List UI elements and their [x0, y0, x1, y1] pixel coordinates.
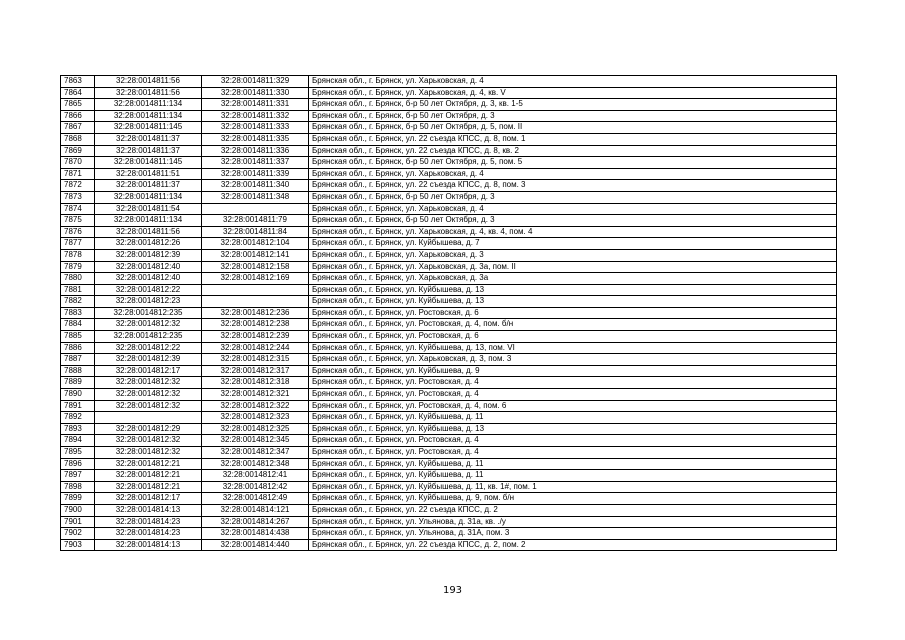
row-number-cell: 7877 — [61, 238, 95, 250]
row-number-cell: 7881 — [61, 284, 95, 296]
cadastral-number-cell: 32:28:0014812:236 — [202, 307, 309, 319]
parent-cadastral-number-cell: 32:28:0014811:54 — [95, 203, 202, 215]
cadastral-number-cell: 32:28:0014812:158 — [202, 261, 309, 273]
row-number-cell: 7878 — [61, 249, 95, 261]
parent-cadastral-number-cell: 32:28:0014811:134 — [95, 215, 202, 227]
cadastral-number-cell: 32:28:0014814:438 — [202, 528, 309, 540]
row-number-cell: 7885 — [61, 331, 95, 343]
parent-cadastral-number-cell: 32:28:0014814:23 — [95, 516, 202, 528]
address-cell: Брянская обл., г. Брянск, ул. 22 съезда КПСС, д. 8, пом. 1 — [309, 133, 837, 145]
cadastral-number-cell: 32:28:0014812:239 — [202, 331, 309, 343]
cadastral-number-cell: 32:28:0014812:345 — [202, 435, 309, 447]
cadastral-number-cell: 32:28:0014811:333 — [202, 122, 309, 134]
address-cell: Брянская обл., г. Брянск, ул. Куйбышева, д. 11 — [309, 458, 837, 470]
parent-cadastral-number-cell: 32:28:0014812:32 — [95, 389, 202, 401]
cadastral-number-cell: 32:28:0014812:325 — [202, 423, 309, 435]
cadastral-number-cell: 32:28:0014811:335 — [202, 133, 309, 145]
cadastral-number-cell: 32:28:0014812:322 — [202, 400, 309, 412]
address-cell: Брянская обл., г. Брянск, б-р 50 лет Октября, д. 5, пом. II — [309, 122, 837, 134]
row-number-cell: 7895 — [61, 447, 95, 459]
table-row — [61, 504, 837, 516]
parent-cadastral-number-cell: 32:28:0014812:32 — [95, 377, 202, 389]
table-row — [61, 284, 837, 296]
cadastral-number-cell: 32:28:0014812:347 — [202, 447, 309, 459]
table-row — [61, 481, 837, 493]
table-row — [61, 423, 837, 435]
table-row — [61, 168, 837, 180]
row-number-cell: 7890 — [61, 389, 95, 401]
address-cell: Брянская обл., г. Брянск, ул. Куйбышева, д. 13, пом. VI — [309, 342, 837, 354]
table-row — [61, 238, 837, 250]
parent-cadastral-number-cell: 32:28:0014812:17 — [95, 493, 202, 505]
cadastral-number-cell: 32:28:0014812:321 — [202, 389, 309, 401]
parent-cadastral-number-cell: 32:28:0014811:56 — [95, 76, 202, 88]
row-number-cell: 7875 — [61, 215, 95, 227]
parent-cadastral-number-cell: 32:28:0014812:32 — [95, 435, 202, 447]
address-cell: Брянская обл., г. Брянск, ул. Ульянова, д. 31А, пом. 3 — [309, 528, 837, 540]
address-cell: Брянская обл., г. Брянск, ул. Куйбышева, д. 13 — [309, 423, 837, 435]
parent-cadastral-number-cell: 32:28:0014811:37 — [95, 133, 202, 145]
address-cell: Брянская обл., г. Брянск, ул. Куйбышева, д. 13 — [309, 284, 837, 296]
address-cell: Брянская обл., г. Брянск, ул. Харьковская, д. 4 — [309, 76, 837, 88]
address-cell: Брянская обл., г. Брянск, б-р 50 лет Октября, д. 3, кв. 1-5 — [309, 99, 837, 111]
row-number-cell: 7883 — [61, 307, 95, 319]
row-number-cell: 7870 — [61, 157, 95, 169]
parent-cadastral-number-cell: 32:28:0014812:21 — [95, 481, 202, 493]
parent-cadastral-number-cell: 32:28:0014811:37 — [95, 145, 202, 157]
row-number-cell: 7876 — [61, 226, 95, 238]
table-row — [61, 191, 837, 203]
row-number-cell: 7864 — [61, 87, 95, 99]
row-number-cell: 7863 — [61, 76, 95, 88]
address-cell: Брянская обл., г. Брянск, ул. Ростовская, д. 4 — [309, 389, 837, 401]
table-row — [61, 342, 837, 354]
table-row — [61, 87, 837, 99]
parent-cadastral-number-cell: 32:28:0014814:13 — [95, 504, 202, 516]
cadastral-number-cell — [202, 296, 309, 308]
cadastral-number-cell: 32:28:0014812:315 — [202, 354, 309, 366]
row-number-cell: 7900 — [61, 504, 95, 516]
cadastral-number-cell — [202, 284, 309, 296]
parent-cadastral-number-cell: 32:28:0014812:235 — [95, 307, 202, 319]
records-table — [60, 75, 837, 551]
table-row — [61, 273, 837, 285]
row-number-cell: 7889 — [61, 377, 95, 389]
parent-cadastral-number-cell: 32:28:0014812:26 — [95, 238, 202, 250]
parent-cadastral-number-cell: 32:28:0014812:39 — [95, 249, 202, 261]
row-number-cell: 7865 — [61, 99, 95, 111]
row-number-cell: 7882 — [61, 296, 95, 308]
cadastral-number-cell: 32:28:0014814:440 — [202, 539, 309, 551]
parent-cadastral-number-cell: 32:28:0014811:134 — [95, 110, 202, 122]
parent-cadastral-number-cell: 32:28:0014811:37 — [95, 180, 202, 192]
cadastral-number-cell: 32:28:0014812:41 — [202, 470, 309, 482]
parent-cadastral-number-cell: 32:28:0014811:51 — [95, 168, 202, 180]
cadastral-number-cell: 32:28:0014814:121 — [202, 504, 309, 516]
row-number-cell: 7893 — [61, 423, 95, 435]
table-row — [61, 331, 837, 343]
table-row — [61, 203, 837, 215]
parent-cadastral-number-cell — [95, 412, 202, 424]
parent-cadastral-number-cell: 32:28:0014812:22 — [95, 284, 202, 296]
address-cell: Брянская обл., г. Брянск, ул. 22 съезда КПСС, д. 8, кв. 2 — [309, 145, 837, 157]
row-number-cell: 7866 — [61, 110, 95, 122]
address-cell: Брянская обл., г. Брянск, ул. Харьковская, д. 4, кв. V — [309, 87, 837, 99]
records-table-body — [61, 76, 837, 551]
cadastral-number-cell: 32:28:0014811:330 — [202, 87, 309, 99]
parent-cadastral-number-cell: 32:28:0014814:23 — [95, 528, 202, 540]
table-row — [61, 122, 837, 134]
parent-cadastral-number-cell: 32:28:0014811:134 — [95, 191, 202, 203]
table-row — [61, 470, 837, 482]
cadastral-number-cell: 32:28:0014812:323 — [202, 412, 309, 424]
parent-cadastral-number-cell: 32:28:0014811:134 — [95, 99, 202, 111]
address-cell: Брянская обл., г. Брянск, ул. Ульянова, д. 31а, кв. ./у — [309, 516, 837, 528]
table-row — [61, 365, 837, 377]
address-cell: Брянская обл., г. Брянск, ул. Ростовская, д. 4 — [309, 447, 837, 459]
cadastral-number-cell: 32:28:0014812:42 — [202, 481, 309, 493]
address-cell: Брянская обл., г. Брянск, ул. Харьковская, д. 3а — [309, 273, 837, 285]
cadastral-number-cell: 32:28:0014811:339 — [202, 168, 309, 180]
address-cell: Брянская обл., г. Брянск, ул. Харьковская, д. 4 — [309, 168, 837, 180]
parent-cadastral-number-cell: 32:28:0014811:145 — [95, 157, 202, 169]
address-cell: Брянская обл., г. Брянск, б-р 50 лет Октября, д. 5, пом. 5 — [309, 157, 837, 169]
row-number-cell: 7899 — [61, 493, 95, 505]
cadastral-number-cell: 32:28:0014812:238 — [202, 319, 309, 331]
address-cell: Брянская обл., г. Брянск, ул. Харьковская, д. 3а, пом. II — [309, 261, 837, 273]
address-cell: Брянская обл., г. Брянск, ул. Ростовская, д. 4, пом. б/н — [309, 319, 837, 331]
cadastral-number-cell: 32:28:0014812:318 — [202, 377, 309, 389]
parent-cadastral-number-cell: 32:28:0014811:56 — [95, 226, 202, 238]
parent-cadastral-number-cell: 32:28:0014812:39 — [95, 354, 202, 366]
table-row — [61, 493, 837, 505]
row-number-cell: 7879 — [61, 261, 95, 273]
parent-cadastral-number-cell: 32:28:0014812:29 — [95, 423, 202, 435]
cadastral-number-cell: 32:28:0014812:317 — [202, 365, 309, 377]
cadastral-number-cell — [202, 203, 309, 215]
row-number-cell: 7891 — [61, 400, 95, 412]
cadastral-number-cell: 32:28:0014812:348 — [202, 458, 309, 470]
cadastral-number-cell: 32:28:0014814:267 — [202, 516, 309, 528]
row-number-cell: 7894 — [61, 435, 95, 447]
table-row — [61, 435, 837, 447]
address-cell: Брянская обл., г. Брянск, ул. Куйбышева, д. 11 — [309, 412, 837, 424]
cadastral-number-cell: 32:28:0014811:337 — [202, 157, 309, 169]
row-number-cell: 7902 — [61, 528, 95, 540]
address-cell: Брянская обл., г. Брянск, ул. Харьковская, д. 3, пом. 3 — [309, 354, 837, 366]
row-number-cell: 7892 — [61, 412, 95, 424]
row-number-cell: 7869 — [61, 145, 95, 157]
table-row — [61, 319, 837, 331]
address-cell: Брянская обл., г. Брянск, ул. 22 съезда КПСС, д. 8, пом. 3 — [309, 180, 837, 192]
cadastral-number-cell: 32:28:0014811:329 — [202, 76, 309, 88]
table-row — [61, 539, 837, 551]
address-cell: Брянская обл., г. Брянск, б-р 50 лет Октября, д. 3 — [309, 110, 837, 122]
cadastral-number-cell: 32:28:0014811:332 — [202, 110, 309, 122]
row-number-cell: 7888 — [61, 365, 95, 377]
row-number-cell: 7871 — [61, 168, 95, 180]
row-number-cell: 7867 — [61, 122, 95, 134]
address-cell: Брянская обл., г. Брянск, ул. Ростовская, д. 4 — [309, 377, 837, 389]
parent-cadastral-number-cell: 32:28:0014812:40 — [95, 261, 202, 273]
parent-cadastral-number-cell: 32:28:0014812:40 — [95, 273, 202, 285]
table-row — [61, 249, 837, 261]
address-cell: Брянская обл., г. Брянск, ул. Куйбышева, д. 11 — [309, 470, 837, 482]
address-cell: Брянская обл., г. Брянск, б-р 50 лет Октября, д. 3 — [309, 191, 837, 203]
address-cell: Брянская обл., г. Брянск, ул. Куйбышева, д. 9, пом. б/н — [309, 493, 837, 505]
parent-cadastral-number-cell: 32:28:0014812:21 — [95, 458, 202, 470]
address-cell: Брянская обл., г. Брянск, ул. Ростовская, д. 6 — [309, 331, 837, 343]
cadastral-number-cell: 32:28:0014812:104 — [202, 238, 309, 250]
row-number-cell: 7887 — [61, 354, 95, 366]
row-number-cell: 7898 — [61, 481, 95, 493]
table-row — [61, 180, 837, 192]
table-row — [61, 296, 837, 308]
parent-cadastral-number-cell: 32:28:0014812:23 — [95, 296, 202, 308]
table-row — [61, 377, 837, 389]
address-cell: Брянская обл., г. Брянск, ул. Ростовская, д. 4 — [309, 435, 837, 447]
address-cell: Брянская обл., г. Брянск, ул. Ростовская, д. 6 — [309, 307, 837, 319]
row-number-cell: 7880 — [61, 273, 95, 285]
address-cell: Брянская обл., г. Брянск, ул. Харьковская, д. 4 — [309, 203, 837, 215]
cadastral-number-cell: 32:28:0014812:169 — [202, 273, 309, 285]
row-number-cell: 7884 — [61, 319, 95, 331]
table-row — [61, 354, 837, 366]
address-cell: Брянская обл., г. Брянск, ул. 22 съезда КПСС, д. 2 — [309, 504, 837, 516]
parent-cadastral-number-cell: 32:28:0014811:145 — [95, 122, 202, 134]
table-row — [61, 516, 837, 528]
table-row — [61, 157, 837, 169]
table-row — [61, 458, 837, 470]
parent-cadastral-number-cell: 32:28:0014812:21 — [95, 470, 202, 482]
address-cell: Брянская обл., г. Брянск, ул. Ростовская, д. 4, пом. 6 — [309, 400, 837, 412]
parent-cadastral-number-cell: 32:28:0014812:22 — [95, 342, 202, 354]
parent-cadastral-number-cell: 32:28:0014811:56 — [95, 87, 202, 99]
address-cell: Брянская обл., г. Брянск, ул. Куйбышева, д. 11, кв. 1#, пом. 1 — [309, 481, 837, 493]
row-number-cell: 7886 — [61, 342, 95, 354]
table-row — [61, 145, 837, 157]
table-row — [61, 389, 837, 401]
row-number-cell: 7868 — [61, 133, 95, 145]
parent-cadastral-number-cell: 32:28:0014812:17 — [95, 365, 202, 377]
parent-cadastral-number-cell: 32:28:0014812:32 — [95, 319, 202, 331]
table-row — [61, 528, 837, 540]
cadastral-number-cell: 32:28:0014811:348 — [202, 191, 309, 203]
address-cell: Брянская обл., г. Брянск, б-р 50 лет Октября, д. 3 — [309, 215, 837, 227]
cadastral-number-cell: 32:28:0014811:336 — [202, 145, 309, 157]
parent-cadastral-number-cell: 32:28:0014814:13 — [95, 539, 202, 551]
parent-cadastral-number-cell: 32:28:0014812:32 — [95, 400, 202, 412]
table-row — [61, 99, 837, 111]
parent-cadastral-number-cell: 32:28:0014812:32 — [95, 447, 202, 459]
table-row — [61, 412, 837, 424]
table-row — [61, 110, 837, 122]
cadastral-number-cell: 32:28:0014812:141 — [202, 249, 309, 261]
cadastral-number-cell: 32:28:0014812:244 — [202, 342, 309, 354]
cadastral-number-cell: 32:28:0014811:331 — [202, 99, 309, 111]
cadastral-number-cell: 32:28:0014811:340 — [202, 180, 309, 192]
table-row — [61, 307, 837, 319]
parent-cadastral-number-cell: 32:28:0014812:235 — [95, 331, 202, 343]
table-row — [61, 76, 837, 88]
row-number-cell: 7903 — [61, 539, 95, 551]
table-row — [61, 400, 837, 412]
table-row — [61, 133, 837, 145]
cadastral-number-cell: 32:28:0014811:84 — [202, 226, 309, 238]
row-number-cell: 7872 — [61, 180, 95, 192]
cadastral-number-cell: 32:28:0014811:79 — [202, 215, 309, 227]
row-number-cell: 7897 — [61, 470, 95, 482]
page-number: 193 — [442, 585, 463, 596]
address-cell: Брянская обл., г. Брянск, ул. Куйбышева, д. 9 — [309, 365, 837, 377]
row-number-cell: 7873 — [61, 191, 95, 203]
address-cell: Брянская обл., г. Брянск, ул. Куйбышева, д. 7 — [309, 238, 837, 250]
address-cell: Брянская обл., г. Брянск, ул. 22 съезда КПСС, д. 2, пом. 2 — [309, 539, 837, 551]
row-number-cell: 7874 — [61, 203, 95, 215]
table-row — [61, 215, 837, 227]
address-cell: Брянская обл., г. Брянск, ул. Куйбышева, д. 13 — [309, 296, 837, 308]
cadastral-number-cell: 32:28:0014812:49 — [202, 493, 309, 505]
row-number-cell: 7901 — [61, 516, 95, 528]
table-row — [61, 261, 837, 273]
row-number-cell: 7896 — [61, 458, 95, 470]
address-cell: Брянская обл., г. Брянск, ул. Харьковская, д. 3 — [309, 249, 837, 261]
table-row — [61, 226, 837, 238]
table-row — [61, 447, 837, 459]
address-cell: Брянская обл., г. Брянск, ул. Харьковская, д. 4, кв. 4, пом. 4 — [309, 226, 837, 238]
